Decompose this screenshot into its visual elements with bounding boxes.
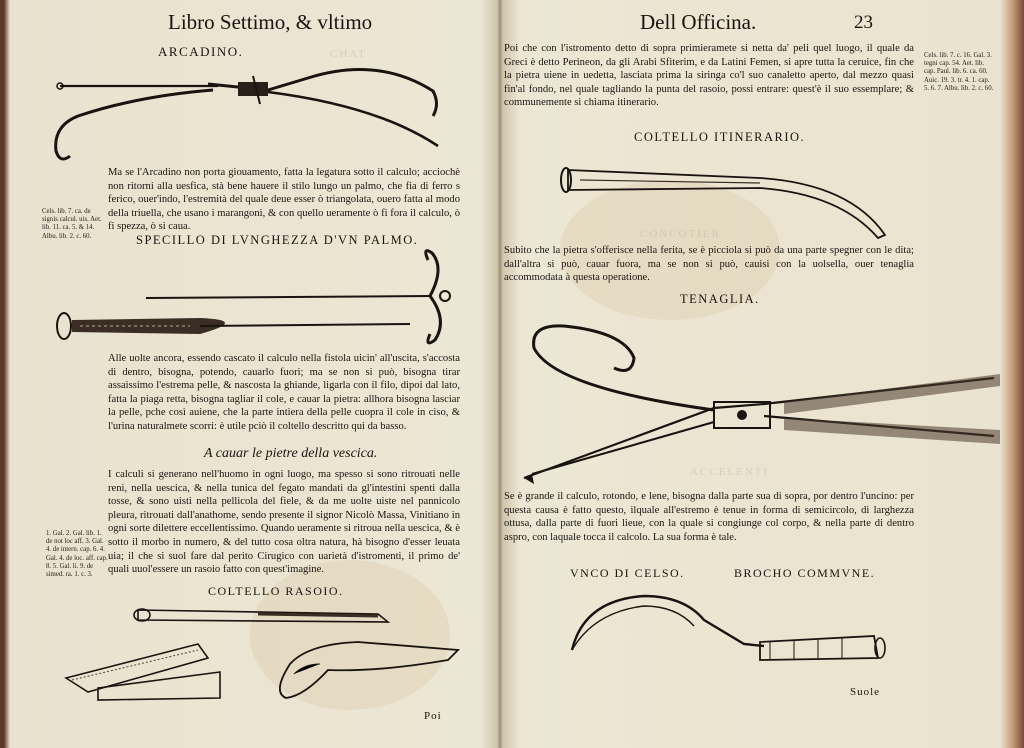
section-heading: A cauar le pietre della vescica.	[204, 446, 378, 461]
catchword: Suole	[850, 686, 881, 698]
page-number: 23	[854, 12, 873, 33]
specillo-woodcut	[50, 248, 470, 348]
unco-woodcut	[564, 590, 894, 680]
figure-caption-unco: VNCO DI CELSO.	[570, 566, 685, 580]
figure-caption-brocho: BROCHO COMMVNE.	[734, 566, 876, 580]
margin-note: 1. Gal. 2. Gal. lib. 1. de not loc aff. 3. Gal. 4. de intern. cap. 6. 4. Gal. 4. de loc. aff. cap. 8. 5. Gal. li. 9. de simed. ra. 1. c. 3.	[46, 530, 108, 579]
itinerario-woodcut	[560, 160, 900, 240]
figure-caption-arcadino: ARCADINO.	[158, 44, 244, 59]
tenaglia-woodcut	[514, 318, 1004, 488]
right-page	[504, 0, 1012, 748]
paragraph-calculi: I calculi si generano nell'huomo in ogni luogo, ma spesso si sono ritrouati nelle reni, nella uescica, & nella tunica del fegato mandati da gl'intestini spenti dalla tosse, & sono uisti nella pellicola del fiele, & da me uolte uiste nel pannicolo pleura, ritrouati dall'anathome, sendo presente il signor Nicolò Massa, Vinitiano in ogni sorte dilettere eccellentissimo. Quando ueramente si ritroua nella uescica, & è sotto il morbo in numero, & del tutto cosa oltra natura, hà bisogno d'esser leuata uia; il che si suol fare dal perito Cirugico con uarietà d'istromenti, il primo de' quali uuol'essere un rasoio fatto con quest'imagine.	[108, 469, 460, 576]
page-header: Libro Settimo, & vltimo	[168, 10, 373, 34]
bleed-through-text: CONCOTIER	[640, 228, 721, 240]
paragraph-subito: Subito che la pietra s'offerisce nella ferita, se è picciola si può da una parte spegner con le dita; dall'altra si può, cauar fuora, ma se non si può, cauisi con la uolsella, ouer tenaglia accommodata à questa operatione.	[504, 245, 914, 284]
figure-caption-specillo: SPECILLO DI LVNGHEZZA D'VN PALMO.	[136, 233, 419, 247]
catchword: Poi	[424, 710, 442, 722]
figure-caption-rasoio: COLTELLO RASOIO.	[208, 584, 344, 598]
bleed-through-text: ACCELENTI	[690, 466, 770, 478]
margin-note: Cels. lib. 7. ca. de signis calcul. uis. Aet. lib. 11. ca. 5. & 14. Albu. lib. 2. c. 60.	[42, 208, 102, 240]
figure-caption-tenaglia: TENAGLIA.	[680, 292, 760, 306]
paragraph-alle: Alle uolte ancora, essendo cascato il calculo nella fistola uicin' all'uscita, s'accosta di dentro, bisogna, potendo, cauarlo fuori; ma se non si può, bisogna tirar assaissimo l'estrema pelle, & nascosta la ghiande, ligarla con il filo, dipoi dal lato, fatta la piaga retta, bisogna tagliar il cole, e cauar la pietra: allhora bisogna lasciar la pelle, pche così auiene, che la parte intiera della pelle cuopra il cole in ciso, & l'urina naturalmete scorri: è utile pciò il coltello descritto qui da basso.	[108, 353, 460, 432]
figure-caption-itinerario: COLTELLO ITINERARIO.	[634, 130, 806, 144]
left-page	[8, 0, 496, 748]
arcadino-woodcut	[48, 56, 448, 166]
margin-note: Cels. lib. 7. c. 16. Gal. 3. tegni cap. 54. Aet. lib. cap. Paul. lib. 6. ca. 60. Auic. 19. 3. tr. 4. 1. cap. 5. 6. 7. Albu. lib. 2. c. 60.	[924, 52, 994, 92]
rasoio-woodcut	[58, 600, 458, 710]
paragraph-grande: Se è grande il calculo, rotondo, e lene, bisogna dalla parte sua di sopra, por dentro l'uncino: per questa causa è fatto questo, ilquale all'estremo è tenue in forma di semicircolo, di larghezza ottusa, dalla parte di fuori lieue, con la quale si congiunge col corpo, & nella parte di dentro aspro, con laquale tocca il calcolo. La sua forma è tale.	[504, 491, 914, 543]
paragraph-poi: Poi che con l'istromento detto di sopra primieramete si netta da' peli quel luogo, il quale da Greci è detto Perineon, da gli Arabi Sfiterim, e da Latini Femen, si apre tutta la ceruice, fin che la pietra uiene in uedetta, lasciata prima la siringa co'l suo canaletto aperto, dal mezzo quasi fin'al fondo, nel quale tagliando la punta del rasoio, possi entrare: quest'è il suo essemplare; & communemente si chiama itinerario.	[504, 43, 914, 109]
paragraph-arcadino: Ma se l'Arcadino non porta giouamento, fatta la legatura sotto il calculo; acciochè non ritorni alla uesfica, stà bene hauere il stilo lungo un palmo, che fia di ferro s ferico, ouer'indo, l'estremità del quale deue esser ò triangolata, ouero fatta al modo della triuella, che usano i marangoni, & con quello ueramente ò fi fora il calculo, ò fi spezza, ò si caua.	[108, 167, 460, 233]
page-header: Dell Officina.	[640, 10, 757, 34]
bleed-through-text: CHAT	[330, 48, 367, 60]
